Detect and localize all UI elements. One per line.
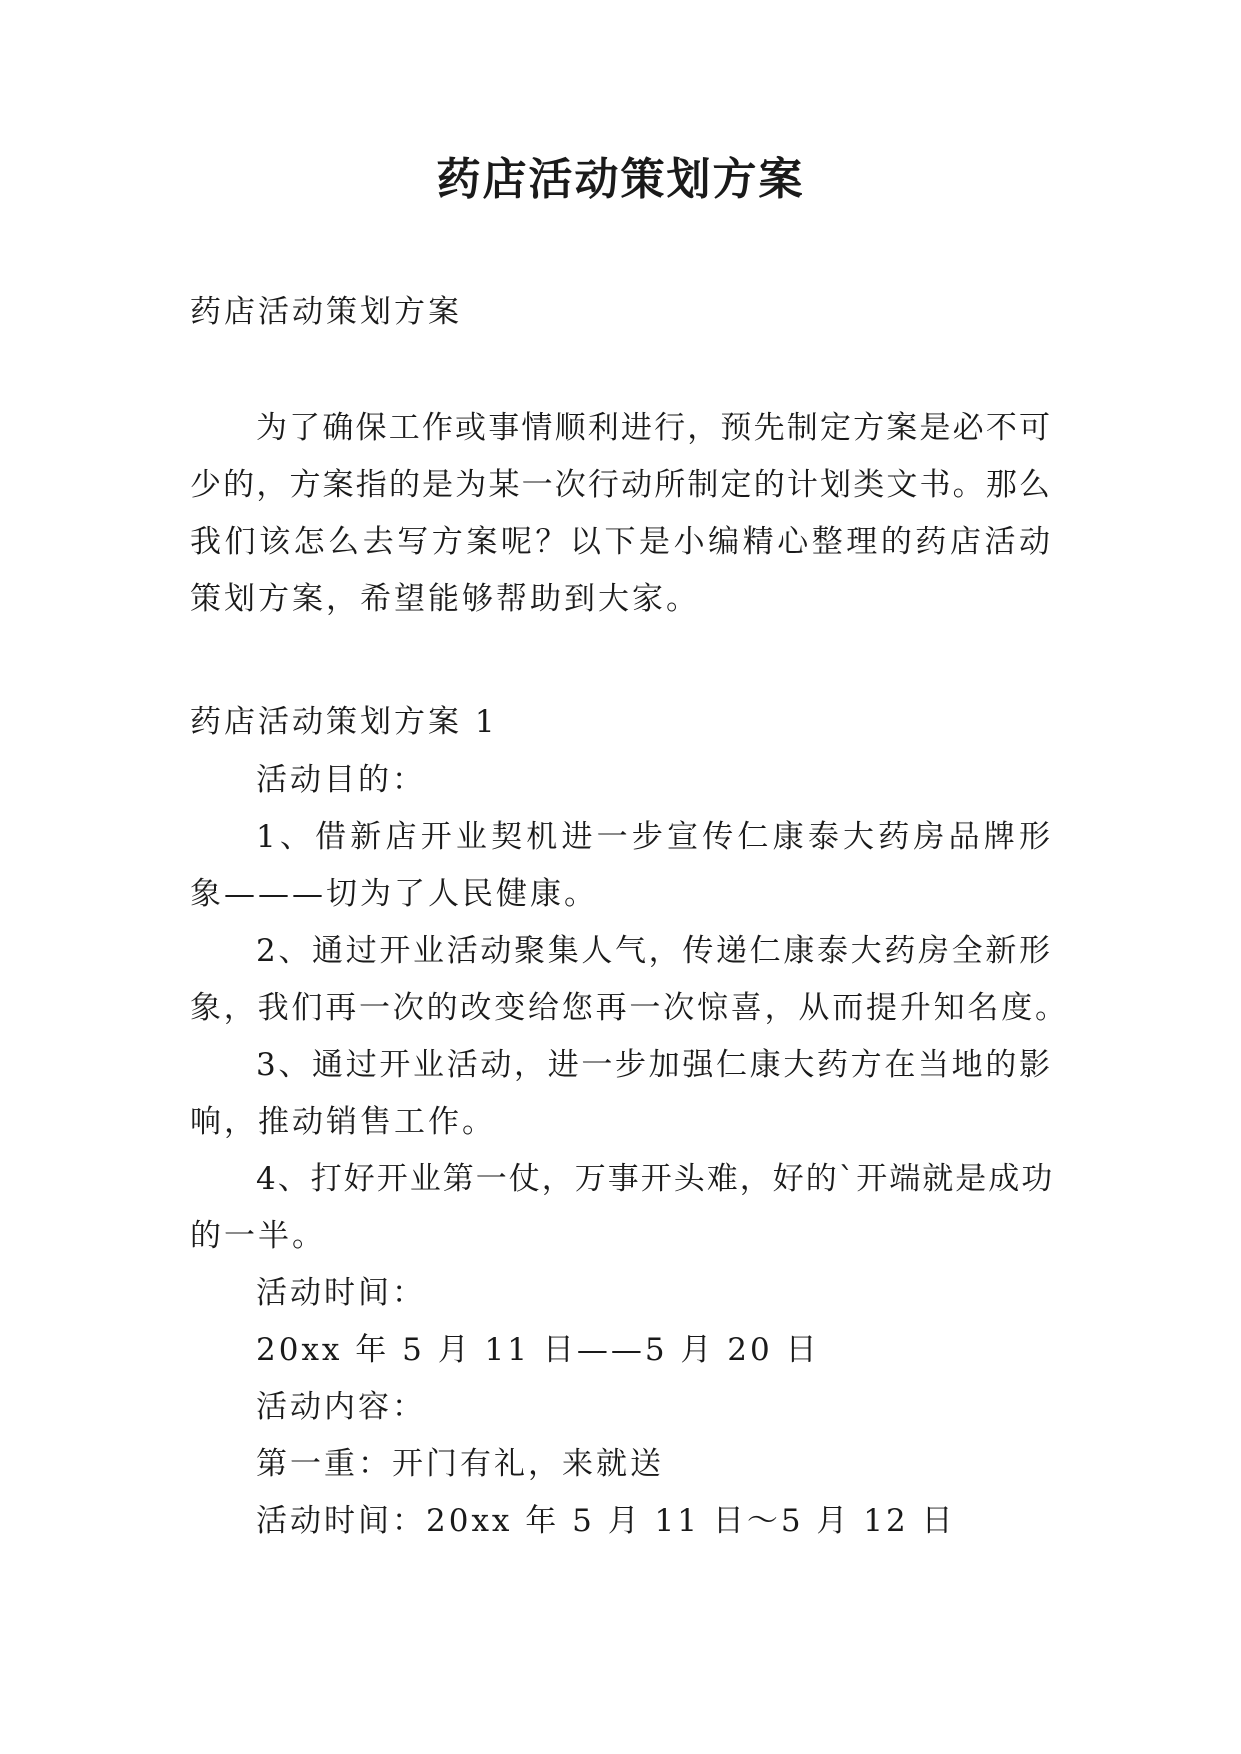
- purpose-line-3: 2、通过开业活动聚集人气，传递仁康泰大药房全新形: [256, 933, 1052, 969]
- purpose-line-2: 象———切为了人民健康。: [190, 876, 598, 912]
- purpose-line-6: 响，推动销售工作。: [190, 1104, 496, 1140]
- purpose-line-5: 3、通过开业活动，进一步加强仁康大药方在当地的影: [256, 1047, 1052, 1083]
- time-heading: 活动时间：: [256, 1275, 426, 1311]
- purpose-line-8: 的一半。: [190, 1218, 326, 1254]
- content-heading: 活动内容：: [256, 1389, 426, 1425]
- purpose-line-7: 4、打好开业第一仗，万事开头难，好的`开端就是成功: [256, 1161, 1055, 1197]
- first-item-time: 活动时间：20xx 年 5 月 11 日～5 月 12 日: [256, 1503, 956, 1539]
- intro-line-4: 策划方案，希望能够帮助到大家。: [190, 581, 700, 617]
- first-item: 第一重：开门有礼，来就送: [256, 1446, 664, 1482]
- time-value: 20xx 年 5 月 11 日——5 月 20 日: [256, 1332, 820, 1368]
- purpose-line-4: 象，我们再一次的改变给您再一次惊喜，从而提升知名度。: [190, 990, 1068, 1026]
- document-subtitle: 药店活动策划方案: [190, 294, 462, 330]
- intro-line-2: 少的，方案指的是为某一次行动所制定的计划类文书。那么: [190, 467, 1052, 503]
- purpose-heading: 活动目的：: [256, 762, 426, 798]
- purpose-line-1: 1、借新店开业契机进一步宣传仁康泰大药房品牌形: [256, 819, 1052, 855]
- document-title: 药店活动策划方案: [436, 154, 805, 205]
- section-heading: 药店活动策划方案 1: [190, 704, 498, 740]
- intro-line-1: 为了确保工作或事情顺利进行，预先制定方案是必不可: [256, 410, 1052, 446]
- intro-line-3: 我们该怎么去写方案呢？以下是小编精心整理的药店活动: [190, 524, 1052, 560]
